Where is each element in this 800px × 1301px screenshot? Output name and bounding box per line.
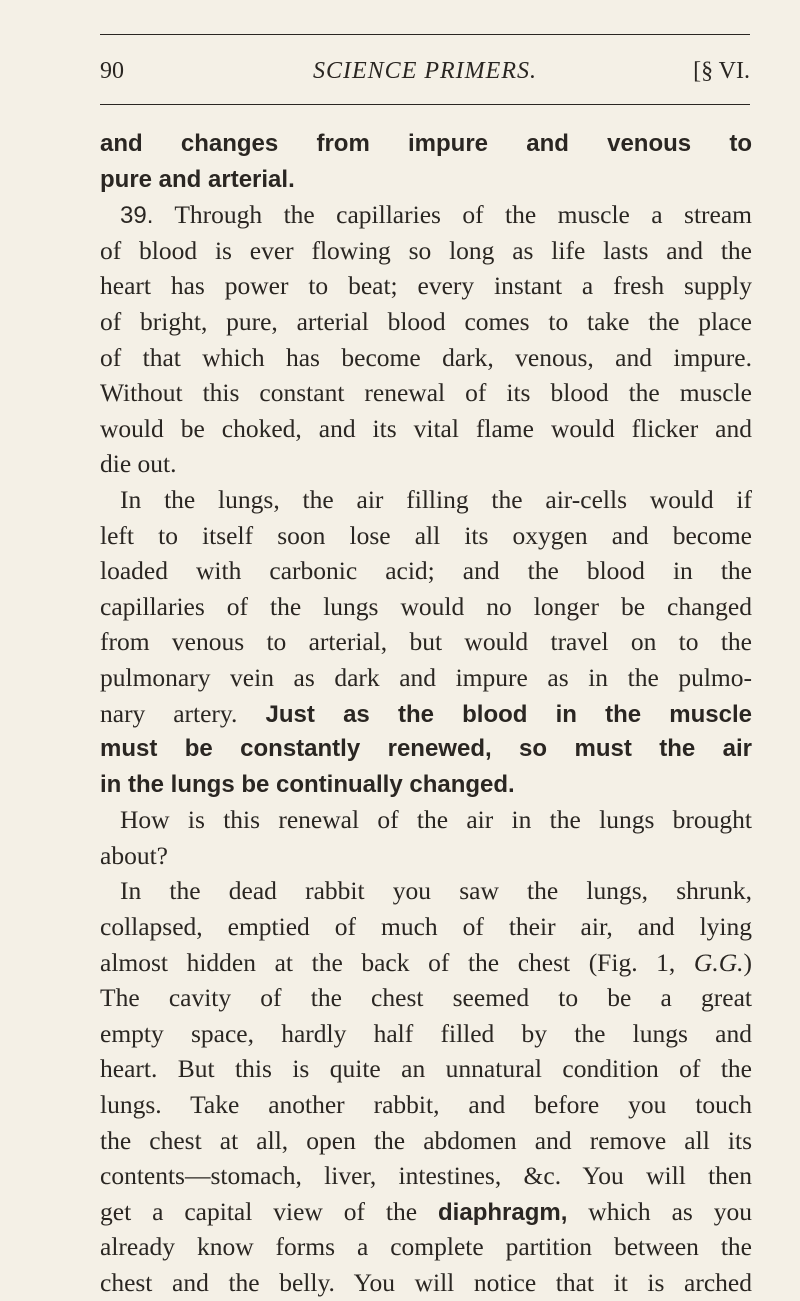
text-line: pure and arterial. (100, 165, 295, 193)
text-line: heart. But this is quite an unnatural condition of the (100, 1054, 752, 1084)
text-span: get a capital view of the (100, 1196, 439, 1226)
text-line: chest and the belly. You will notice that it is arched (100, 1268, 752, 1297)
text-line: Without this constant renewal of its blood the muscle (100, 378, 752, 408)
emphasis-line: must be constantly renewed, so must the air (100, 735, 752, 763)
figure-label: G.G. (693, 947, 744, 977)
text-line (100, 945, 752, 981)
text-line: lungs. Take another rabbit, and before you touch (100, 1090, 752, 1120)
text-line: heart has power to beat; every instant a fresh supply (100, 271, 752, 301)
text-span: ) (743, 947, 752, 977)
text-line: loaded with carbonic acid; and the blood in the (100, 556, 752, 586)
emphasis-span: Just as the blood in the muscle (237, 700, 752, 728)
text-line: about? (100, 840, 168, 870)
text-line: The cavity of the chest seemed to be a great (100, 983, 752, 1013)
text-line: collapsed, emptied of much of their air, and lying (100, 912, 752, 942)
text-line: of bright, pure, arterial blood comes to take the place (100, 306, 752, 336)
text-line: contents—stomach, liver, intestines, &c. You will then (100, 1161, 752, 1191)
text-line (100, 1194, 752, 1230)
text-line: In the lungs, the air filling the air-cells would if (120, 484, 752, 514)
running-title: SCIENCE PRIMERS. (313, 58, 537, 84)
text-span: nary artery. (100, 698, 238, 728)
text-span: Through the capillaries of the muscle a stream (153, 200, 752, 230)
section-marker: [§ VI. (693, 58, 750, 84)
text-line: of that which has become dark, venous, and impure. (100, 342, 752, 372)
emphasis-line: in the lungs be continually changed. (100, 770, 515, 798)
text-span: which as you (567, 1196, 752, 1226)
text-line: and changes from impure and venous to (100, 130, 752, 157)
text-line: the chest at all, open the abdomen and remove all its (100, 1125, 752, 1155)
text-line: In the dead rabbit you saw the lungs, shrunk, (120, 876, 752, 906)
text-line: would be choked, and its vital flame would flicker and (100, 413, 752, 443)
text-line: already know forms a complete partition between the (100, 1232, 752, 1262)
header-rule-bottom (100, 104, 750, 105)
text-line: from venous to arterial, but would travel on to the (100, 627, 752, 657)
text-line: How is this renewal of the air in the lungs brought (120, 805, 752, 835)
paragraph-number: 39. (120, 202, 154, 230)
header-rule-top (100, 34, 750, 35)
text-line: empty space, hardly half filled by the lungs and (100, 1018, 752, 1048)
text-line: left to itself soon lose all its oxygen and become (100, 520, 752, 550)
paragraph-39-start (100, 197, 752, 233)
text-line: pulmonary vein as dark and impure as in the pulmo- (100, 662, 752, 692)
page-number: 90 (100, 58, 124, 84)
text-line: die out. (100, 449, 177, 479)
text-line (100, 696, 752, 732)
emphasis-term: diaphragm, (438, 1198, 568, 1226)
text-span: almost hidden at the back of the chest (Fig. 1, (100, 947, 694, 977)
text-line: capillaries of the lungs would no longer be changed (100, 591, 752, 621)
body-text (100, 126, 752, 1301)
running-header (100, 54, 750, 94)
text-line: of blood is ever flowing so long as life lasts and the (100, 235, 752, 265)
